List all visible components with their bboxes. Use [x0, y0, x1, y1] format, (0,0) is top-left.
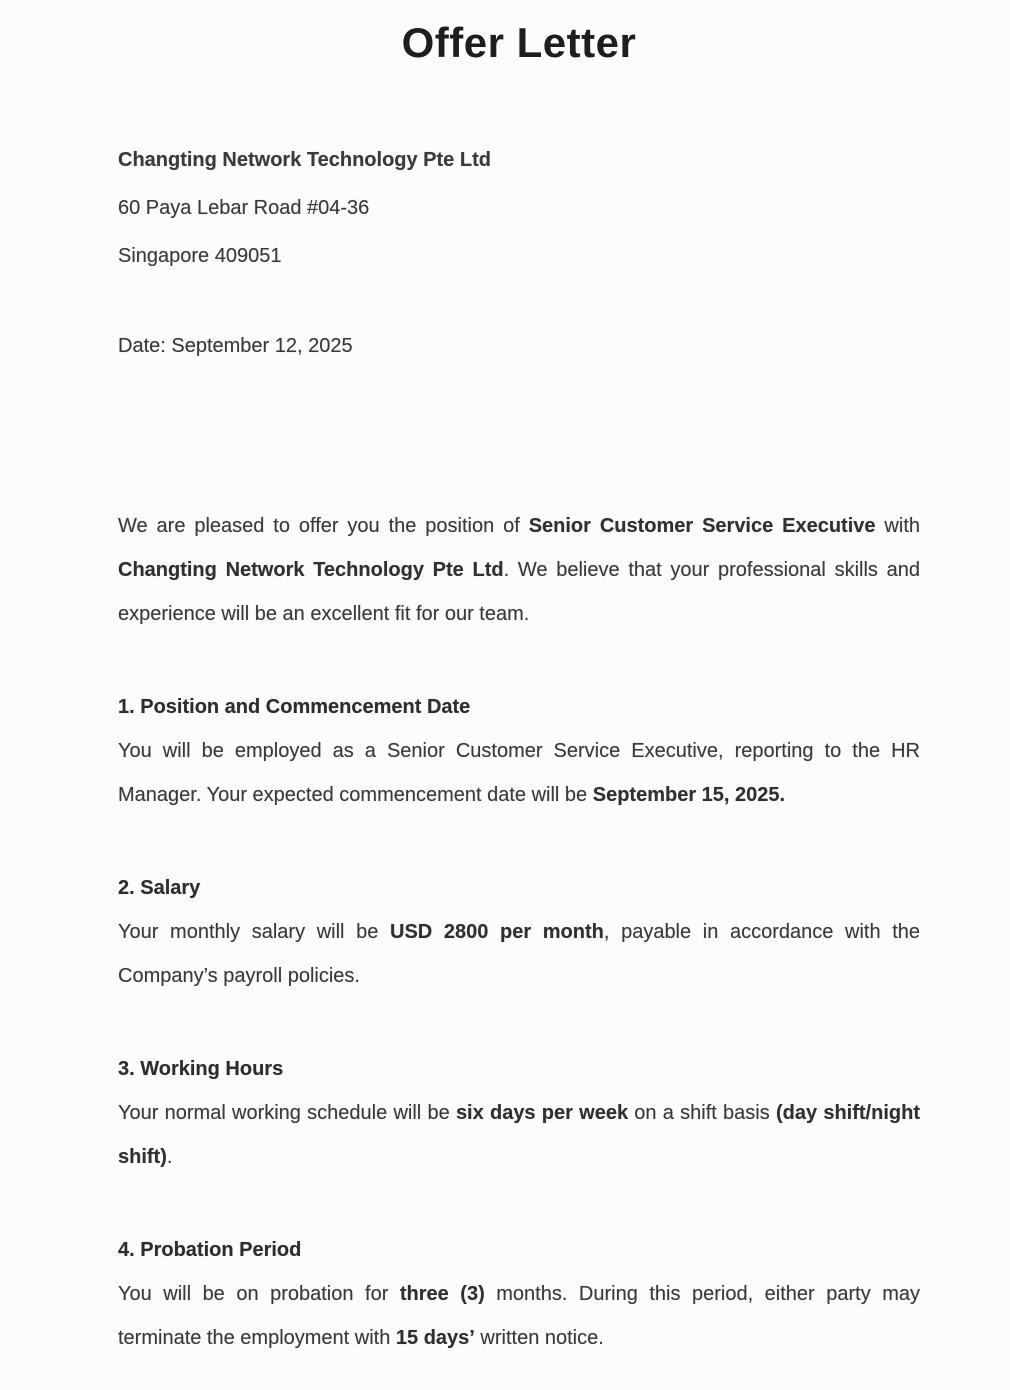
company-address-block	[118, 136, 920, 280]
document-title: Offer Letter	[401, 19, 637, 66]
section-body-working-hours: Your normal working schedule will be six days per week on a shift basis (day shift/night shift).	[118, 1102, 920, 1168]
section-working-hours	[118, 1047, 920, 1179]
section-heading-probation: 4. Probation Period	[118, 1239, 302, 1261]
company-name: Changting Network Technology Pte Ltd	[118, 149, 491, 171]
company-address-line1: 60 Paya Lebar Road #04-36	[118, 197, 370, 219]
section-position-and-commencement-date	[118, 685, 920, 817]
section-heading-salary: 2. Salary	[118, 877, 201, 899]
section-body-position: You will be employed as a Senior Customer Service Executive, reporting to the HR Manager. Your expected commencement date will be September 15, 2025.	[118, 740, 920, 806]
section-body-salary: Your monthly salary will be USD 2800 per month, payable in accordance with the Company’s payroll policies.	[118, 921, 921, 987]
section-body-probation: You will be on probation for three (3) months. During this period, either party may terminate the employment with 15 days’ written notice.	[118, 1283, 920, 1349]
intro-paragraph: We are pleased to offer you the position of Senior Customer Service Executive with Changting Network Technology Pte Ltd. We believe that your professional skills and experience will be an excellent fit for our team.	[118, 515, 921, 625]
section-probation-period	[118, 1228, 920, 1360]
section-heading-working-hours: 3. Working Hours	[118, 1058, 284, 1080]
company-address-line2: Singapore 409051	[118, 245, 282, 267]
section-salary	[118, 866, 920, 998]
section-heading-position: 1. Position and Commencement Date	[118, 696, 471, 718]
date-line: Date: September 12, 2025	[118, 335, 353, 357]
